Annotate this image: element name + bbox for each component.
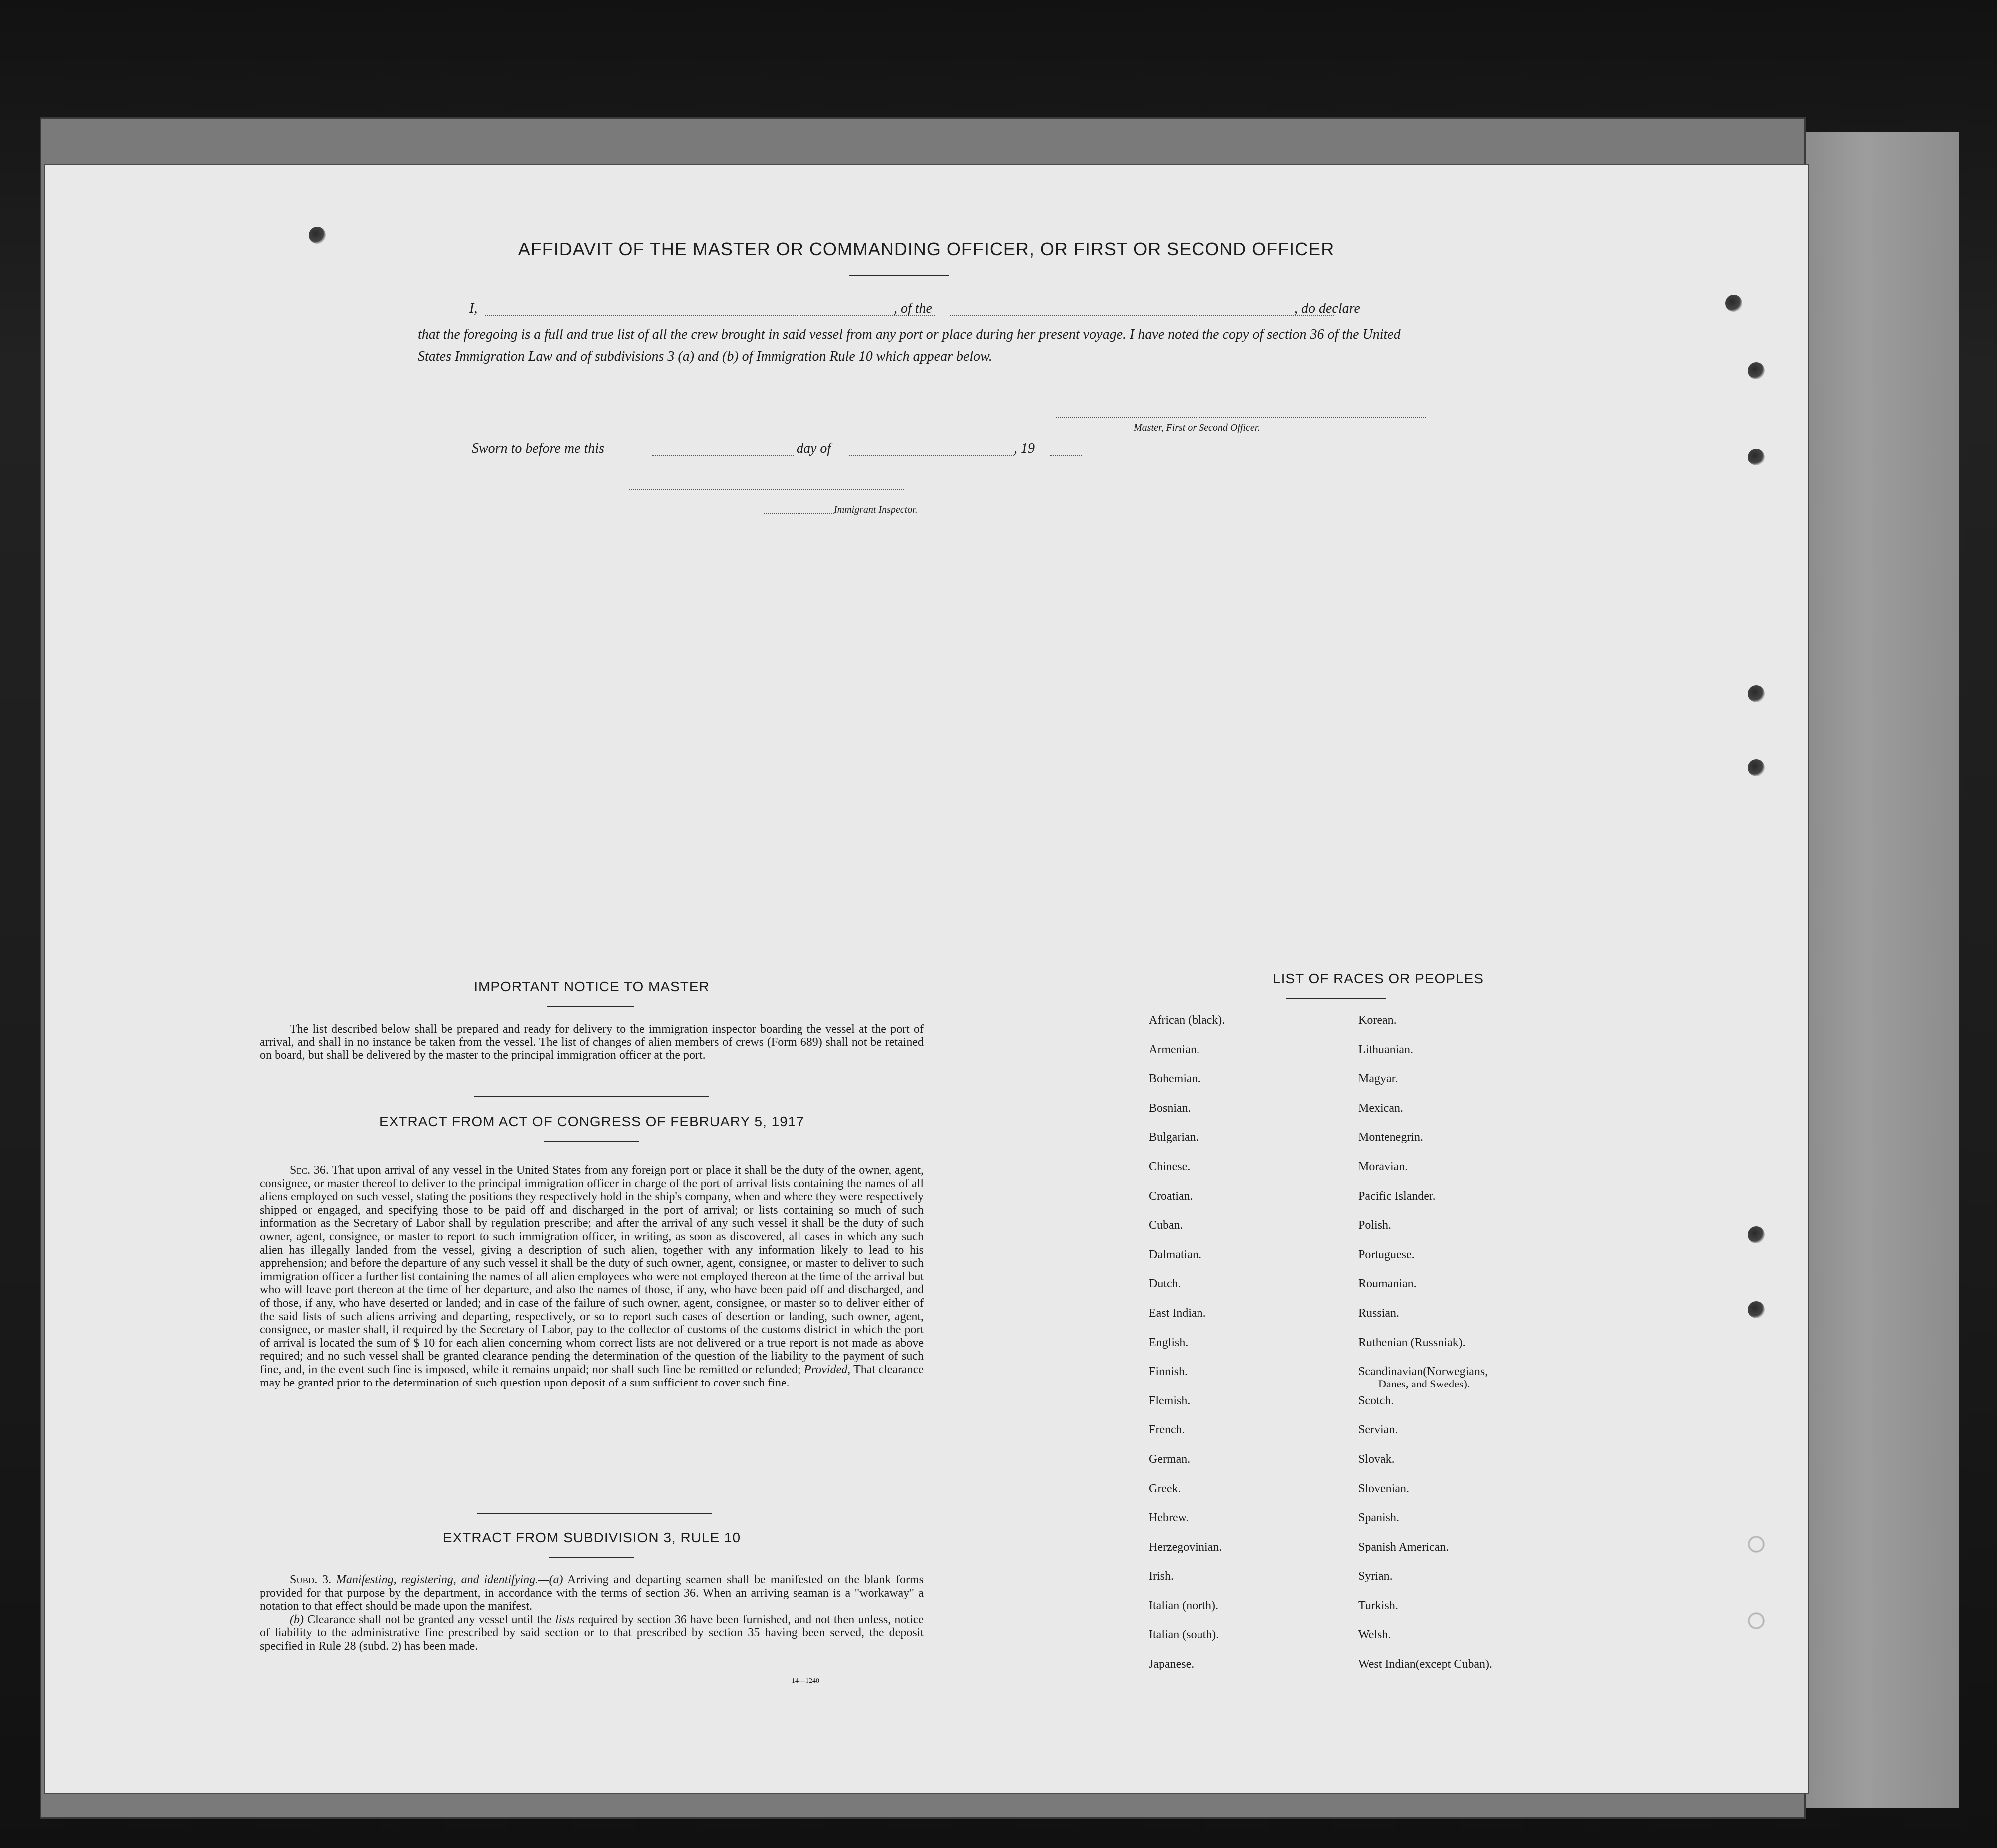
race-item: Korean.	[1358, 1014, 1397, 1027]
punch-hole-icon	[1725, 295, 1742, 312]
affidavit-title: AFFIDAVIT OF THE MASTER OR COMMANDING OFFICER, OR FIRST OR SECOND OFFICER	[518, 239, 1335, 259]
subd-a-label: —(a)	[538, 1573, 563, 1586]
section-36-proviso: That clearance may be granted prior to the determination of such question upon deposit of a sum sufficient to cover such fine.	[260, 1363, 924, 1389]
race-item: Bohemian.	[1149, 1072, 1201, 1086]
extract-act-rule	[544, 1141, 639, 1142]
punch-hole-icon	[1748, 1301, 1765, 1318]
section-label: Sec. 36.	[290, 1164, 329, 1177]
vessel-blank[interactable]	[950, 315, 1334, 316]
race-item: East Indian.	[1149, 1306, 1206, 1320]
race-item: Slovenian.	[1358, 1482, 1409, 1495]
race-item: Greek.	[1149, 1482, 1181, 1495]
race-item: Mexican.	[1358, 1101, 1403, 1115]
races-rule	[1286, 998, 1386, 999]
race-item: Bulgarian.	[1149, 1131, 1199, 1144]
subd-b-label: (b)	[290, 1613, 304, 1626]
race-item: Moravian.	[1358, 1160, 1408, 1173]
adjacent-page-edge	[1798, 132, 1959, 1808]
sworn-label: Sworn to before me this	[472, 441, 604, 456]
section-36-text	[260, 1164, 924, 1389]
notice-rule	[547, 1006, 634, 1007]
print-code: 14—1240	[792, 1677, 819, 1685]
race-item: English.	[1149, 1336, 1189, 1349]
race-item: Ruthenian (Russniak).	[1358, 1336, 1466, 1349]
race-item: Flemish.	[1149, 1394, 1191, 1407]
race-item: German.	[1149, 1452, 1191, 1466]
race-item: Finnish.	[1149, 1365, 1188, 1379]
punch-hole-icon	[1748, 449, 1765, 465]
race-item-scandinavian	[1358, 1365, 1492, 1394]
master-signature-line[interactable]	[1056, 417, 1426, 418]
race-item: Japanese.	[1149, 1658, 1195, 1671]
affidavit-i-label: I,	[469, 301, 478, 316]
affidavit-body: that the foregoing is a full and true list of all the crew brought in said vessel from any port or place during her present voyage. I have noted the copy of section 36 of the United States Immigration Law and of subdivisions 3 (a) and (b) of Immigration Rule 10 which appear below.	[418, 327, 1401, 364]
punch-hole-icon	[1748, 1536, 1765, 1553]
subdivision-3-text	[260, 1573, 924, 1653]
race-item: Magyar.	[1358, 1072, 1398, 1086]
race-item: Spanish.	[1358, 1511, 1400, 1525]
race-item: West Indian(except Cuban).	[1358, 1658, 1492, 1671]
race-item: Russian.	[1358, 1306, 1400, 1320]
race-item: Welsh.	[1358, 1628, 1391, 1642]
master-signature-caption: Master, First or Second Officer.	[1134, 422, 1260, 433]
races-right-column	[1358, 1014, 1492, 1687]
race-item: Herzegovinian.	[1149, 1540, 1222, 1554]
races-title: LIST OF RACES OR PEOPLES	[1273, 971, 1484, 986]
punch-hole-icon	[1748, 362, 1765, 379]
provided-label: Provided,	[804, 1363, 851, 1376]
race-item: Croatian.	[1149, 1189, 1193, 1203]
extract-act-divider	[477, 1513, 712, 1514]
races-left-column	[1149, 1014, 1225, 1687]
day-of-label: day of	[797, 441, 831, 456]
race-item: Chinese.	[1149, 1160, 1191, 1173]
punch-hole-icon	[1748, 759, 1765, 776]
race-item: Slovak.	[1358, 1452, 1395, 1466]
race-item: African (black).	[1149, 1014, 1225, 1027]
race-item: Lithuanian.	[1358, 1043, 1413, 1056]
subd-b-lists: lists	[555, 1613, 575, 1626]
race-item: Turkish.	[1358, 1599, 1398, 1612]
year-label: , 19	[1014, 441, 1035, 456]
race-item: French.	[1149, 1423, 1185, 1437]
subd-a-text: Arriving and departing seamen shall be manifested on the blank forms provided for that purpose by the department, in accordance with the terms of section 36. When an arriving seaman is a "workaway" a notation to that effect should be made upon the manifest.	[260, 1573, 924, 1613]
race-item: Italian (north).	[1149, 1599, 1218, 1612]
race-item: Cuban.	[1149, 1219, 1183, 1232]
race-item: Pacific Islander.	[1358, 1189, 1436, 1203]
sworn-year-blank[interactable]	[1050, 455, 1082, 456]
inspector-caption-leader	[764, 513, 834, 514]
race-item: Portuguese.	[1358, 1248, 1415, 1261]
race-item: Hebrew.	[1149, 1511, 1189, 1525]
notice-text: The list described below shall be prepared and ready for delivery to the immigration inspector boarding the vessel at the port of arrival, and shall in no instance be taken from the vessel. The list of changes of alien members of crews (Form 689) shall not be retained on board, but shall be delivered by the master to the principal immigration officer at the port.	[260, 1023, 924, 1062]
title-rule	[849, 275, 949, 276]
sworn-month-blank[interactable]	[849, 455, 1014, 456]
race-item: Dalmatian.	[1149, 1248, 1201, 1261]
race-item: Spanish American.	[1358, 1540, 1449, 1554]
race-item: Irish.	[1149, 1570, 1174, 1583]
extract-rule-rule	[549, 1557, 634, 1558]
extract-rule-title: EXTRACT FROM SUBDIVISION 3, RULE 10	[442, 1530, 741, 1545]
section-36-body: That upon arrival of any vessel in the United States from any foreign port or place it shall be the duty of the owner, agent, consignee, or master thereof to deliver to the principal immigration officer in charge of the port of arrival lists containing the names of all aliens employed on such vessel, stating the positions they respectively hold in the ship's company, when and where they were respectively shipped or engaged, and specifying those to be paid off and discharged in the port of arrival; or lists containing so much of such information as the Secretary of Labor shall by regulation prescribe; and after the arrival of any such vessel it shall be the duty of such owner, agent, consignee, or master to report to such immigration officer, in writing, as soon as discovered, all cases in which any such alien has illegally landed from the vessel, giving a description of such alien, together with any information likely to lead to his apprehension; and before the departure of any such vessel it shall be the duty of such owner, agent, consignee, or master to deliver to such immigration officer a further list containing the names of all alien employees who were not employed thereon at the time of the arrival but who will leave port thereon at the time of her departure, and also the names of those, if any, who have been paid off and discharged, and of those, if any, who have deserted or landed; and in case of the failure of such owner, agent, consignee, or master so to deliver either of the said lists of such aliens arriving and departing, respectively, or so to report such cases of desertion or landing, such owner, agent, consignee, or master shall, if required by the Secretary of Labor, pay to the collector of customs of the customs district in which the port of arrival is located the sum of $ 10 for each alien concerning whom correct lists are not delivered or a true report is not made as above required; and no such vessel shall be granted clearance pending the determination of the question of the liability to the payment of such fine, and, in the event such fine is imposed, while it remains unpaid; nor shall such fine be remitted or refunded;	[260, 1164, 924, 1376]
subd-heading: Manifesting, registering, and identifying.	[336, 1573, 539, 1586]
subd-b-text-1: Clearance shall not be granted any vessel until the	[307, 1613, 552, 1626]
race-item: Polish.	[1358, 1219, 1392, 1232]
inspector-signature-line[interactable]	[629, 489, 904, 490]
race-item: Montenegrin.	[1358, 1131, 1423, 1144]
notice-divider	[474, 1096, 709, 1097]
inspector-caption: Immigrant Inspector.	[834, 504, 918, 515]
subd-b-text-2: required by section 36 have been furnished, and not then unless, notice of liability to the administrative fine prescribed by said section or to that prescribed by section 35 having been served, the deposit specified in Rule 28 (subd. 2) has been made.	[260, 1613, 924, 1653]
manifest-page	[45, 165, 1808, 1793]
race-item: Armenian.	[1149, 1043, 1199, 1056]
race-item: Bosnian.	[1149, 1101, 1191, 1115]
subd-label: Subd. 3.	[290, 1573, 332, 1586]
race-item: Scandinavian(Norwegians,	[1358, 1365, 1488, 1379]
race-item: Italian (south).	[1149, 1628, 1219, 1642]
race-item: Syrian.	[1358, 1570, 1393, 1583]
sworn-day-blank[interactable]	[652, 455, 794, 456]
punch-hole-icon	[1748, 1612, 1765, 1629]
race-item: Servian.	[1358, 1423, 1398, 1437]
punch-hole-icon	[1748, 1226, 1765, 1243]
race-item-continuation: Danes, and Swedes).	[1378, 1378, 1470, 1390]
name-blank[interactable]	[485, 315, 935, 316]
affidavit-declare-label: , do declare	[1294, 301, 1360, 316]
extract-act-title: EXTRACT FROM ACT OF CONGRESS OF FEBRUARY 5, 1917	[379, 1114, 804, 1129]
affidavit-of-the-label: , of the	[894, 301, 932, 316]
race-item: Dutch.	[1149, 1277, 1181, 1291]
notice-title: IMPORTANT NOTICE TO MASTER	[474, 979, 710, 994]
punch-hole-icon	[1748, 685, 1765, 702]
race-item: Roumanian.	[1358, 1277, 1417, 1291]
race-item: Scotch.	[1358, 1394, 1394, 1407]
